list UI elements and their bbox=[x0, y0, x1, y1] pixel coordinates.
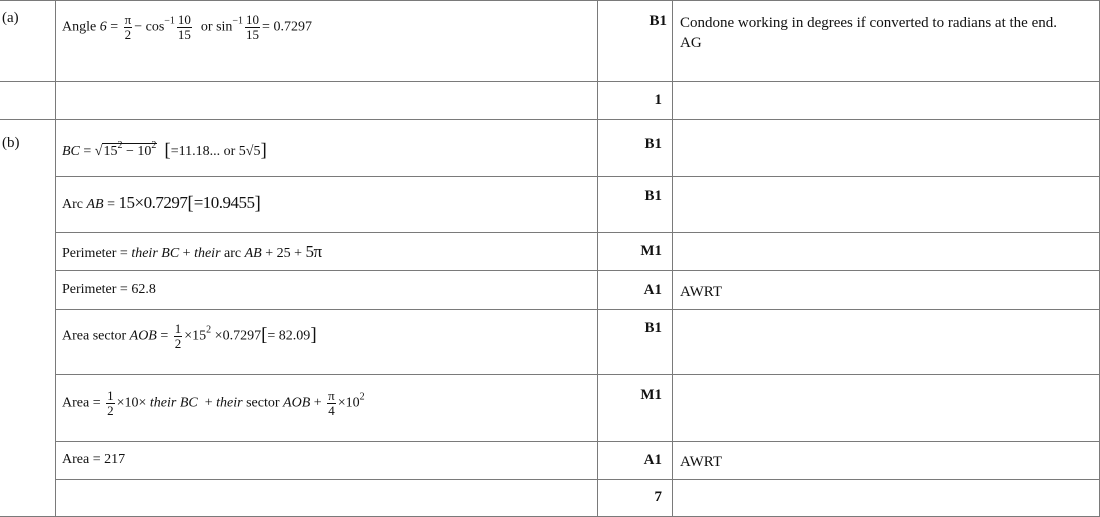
rule bbox=[55, 374, 1100, 375]
guidance-note: AG bbox=[680, 35, 702, 51]
bc-lhs: BC bbox=[62, 144, 80, 159]
perimeter-rest: + 25 + bbox=[265, 246, 303, 261]
perimeter-answer: Perimeter = 62.8 bbox=[62, 282, 156, 297]
equals: = bbox=[83, 144, 92, 159]
rule bbox=[55, 0, 56, 517]
half bbox=[106, 389, 115, 418]
mark-bc: B1 bbox=[644, 136, 662, 152]
sector-rest: ×15 bbox=[184, 328, 207, 344]
arc-expression: 15×0.7297 bbox=[118, 193, 188, 212]
arc-lhs: AB bbox=[86, 197, 104, 212]
denominator: 2 bbox=[107, 403, 114, 418]
ten-over-fifteen bbox=[177, 13, 192, 42]
bracket-open: [ bbox=[261, 324, 268, 346]
guidance-a bbox=[680, 13, 1095, 53]
denominator: 15 bbox=[177, 27, 191, 42]
bracket-open: [ bbox=[164, 140, 171, 161]
pi-symbol: π bbox=[124, 12, 132, 27]
perimeter-method bbox=[62, 242, 322, 262]
mark-area: A1 bbox=[643, 452, 662, 468]
ab: AB bbox=[244, 246, 262, 261]
bc: BC bbox=[161, 246, 180, 261]
squared: 2 bbox=[117, 140, 123, 151]
sector: sector bbox=[246, 395, 280, 411]
perimeter-label: Perimeter = bbox=[62, 246, 128, 261]
mark-a: B1 bbox=[649, 13, 667, 29]
subtotal-a: 1 bbox=[654, 92, 662, 108]
plus: + bbox=[182, 246, 191, 261]
mark-area-method: M1 bbox=[640, 387, 662, 403]
sector-tail: ×0.7297 bbox=[214, 328, 262, 344]
two: 2 bbox=[124, 27, 132, 42]
pi-over-four bbox=[327, 389, 336, 418]
half bbox=[174, 322, 183, 351]
area-answer: Area = 217 bbox=[62, 452, 126, 467]
mark-sector: B1 bbox=[644, 320, 662, 336]
sector-working bbox=[62, 322, 317, 351]
bracket-open: [ bbox=[187, 193, 194, 214]
rule bbox=[55, 232, 1100, 233]
arc-working bbox=[62, 193, 261, 215]
angle-prefix: Angle bbox=[62, 19, 97, 35]
part-label-a: (a) bbox=[2, 10, 19, 26]
arc-label: Arc bbox=[62, 197, 83, 212]
part-label-b: (b) bbox=[2, 135, 20, 151]
sector-alternative: = 82.09 bbox=[267, 328, 311, 344]
their: their bbox=[149, 395, 177, 411]
their: their bbox=[131, 246, 158, 261]
subtotal-b: 7 bbox=[654, 489, 662, 505]
numerator: 1 bbox=[174, 321, 182, 336]
mark-arc: B1 bbox=[644, 188, 662, 204]
pi-over-two bbox=[124, 13, 133, 42]
bracket-close: ] bbox=[260, 140, 267, 161]
rule bbox=[0, 119, 1100, 120]
numerator: 10 bbox=[246, 12, 260, 27]
bc-working: BC = $√15^2 - 10^2$ [=11.18... or 5√5] bbox=[62, 140, 267, 161]
minus: − bbox=[125, 144, 134, 159]
squared: 2 bbox=[206, 324, 212, 336]
rule bbox=[55, 176, 1100, 177]
ten-over-fifteen bbox=[245, 13, 260, 42]
pi-symbol: π bbox=[328, 388, 335, 403]
bracket-close: ] bbox=[310, 324, 317, 346]
area-method bbox=[62, 389, 365, 418]
bracket-close: ] bbox=[254, 193, 261, 214]
guidance-area: AWRT bbox=[680, 454, 723, 470]
rule bbox=[597, 0, 598, 517]
denominator: 2 bbox=[174, 336, 182, 351]
inverse-cos: −1 bbox=[164, 15, 175, 27]
fifteen: 15 bbox=[103, 144, 118, 159]
rule bbox=[55, 441, 1100, 442]
angle-result: = 0.7297 bbox=[262, 19, 312, 35]
rule bbox=[0, 0, 1100, 1]
mark-perimeter-method: M1 bbox=[640, 243, 662, 259]
mark-perimeter: A1 bbox=[643, 282, 662, 298]
sector-label: Area sector bbox=[62, 328, 127, 344]
area-label: Area = bbox=[62, 395, 101, 411]
sector-lhs: AOB bbox=[129, 328, 157, 344]
rule bbox=[0, 81, 1100, 82]
guidance-perimeter: AWRT bbox=[680, 284, 723, 300]
aob: AOB bbox=[283, 395, 311, 411]
angle-theta: 6 bbox=[99, 19, 107, 35]
equals: = bbox=[107, 197, 116, 212]
times-ten: ×10× bbox=[116, 395, 147, 411]
angle-working: Angle 6 = $\frac{\pi}{2}$ − $\cos^{-1}$ $\frac{10}{15}$ or $\sin^{-1}$ $\frac{10}{15}$ = 0.7297 bbox=[62, 12, 312, 42]
squared: 2 bbox=[359, 391, 365, 403]
times-ten: ×10 bbox=[337, 395, 360, 411]
numerator: 1 bbox=[107, 388, 114, 403]
inverse-sin: −1 bbox=[232, 15, 244, 27]
bc: BC bbox=[179, 395, 198, 411]
squared: 2 bbox=[151, 140, 157, 151]
four: 4 bbox=[328, 403, 335, 418]
arc-alternative: =10.9455 bbox=[193, 193, 255, 212]
arc: arc bbox=[224, 246, 242, 261]
equals: = bbox=[160, 328, 169, 344]
minus-cos: − cos bbox=[134, 19, 165, 35]
ten: 10 bbox=[137, 144, 152, 159]
rule bbox=[55, 270, 1100, 271]
five-pi: 5π bbox=[305, 242, 322, 261]
rule bbox=[55, 309, 1100, 310]
denominator: 15 bbox=[246, 27, 260, 42]
numerator: 10 bbox=[177, 12, 191, 27]
their: their bbox=[216, 395, 243, 411]
or-sin: or sin bbox=[200, 19, 233, 35]
their: their bbox=[194, 246, 221, 261]
sqrt-radicand bbox=[102, 140, 157, 159]
bc-alternative: =11.18... or 5√5 bbox=[170, 144, 261, 159]
guidance-text: Condone working in degrees if converted to radians at the end. bbox=[680, 15, 1057, 31]
rule bbox=[672, 0, 673, 517]
rule bbox=[55, 479, 1100, 480]
plus: + bbox=[313, 395, 322, 411]
plus: + bbox=[204, 395, 213, 411]
